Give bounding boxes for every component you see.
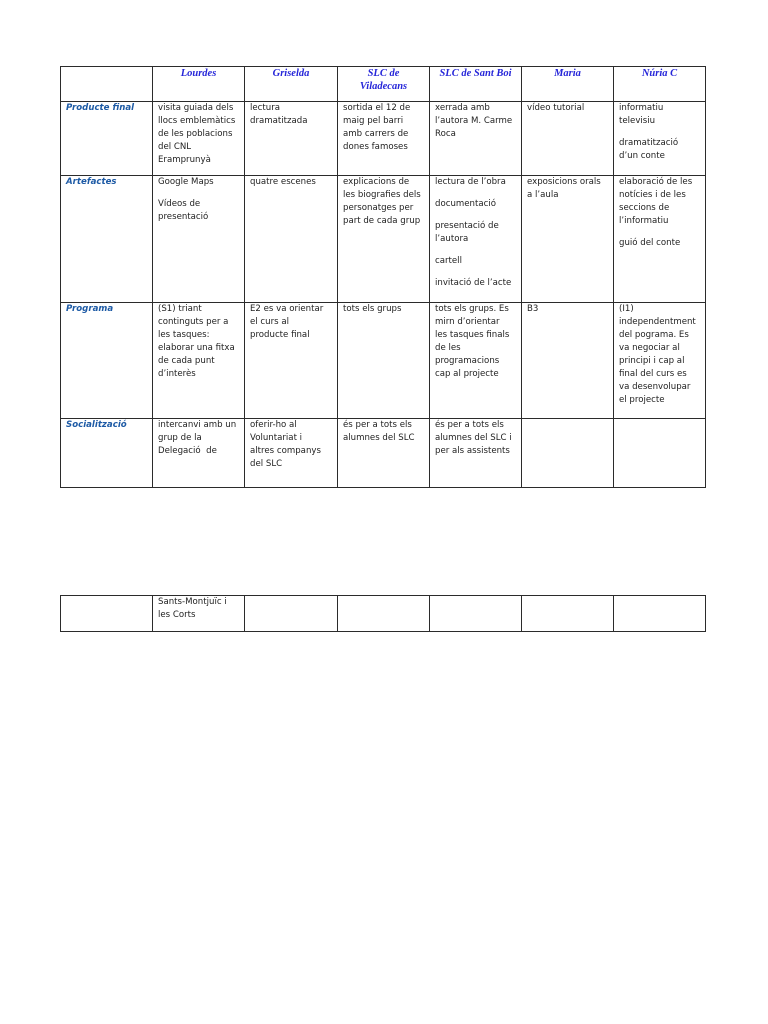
cell-artefactes-slc-viladecans — [338, 176, 430, 303]
cell-artefactes-nuria-c — [614, 176, 706, 303]
cell-text: és per a tots els alumnes del SLC i per als assistents — [435, 420, 512, 456]
cell-artefactes-slc-sant-boi — [430, 176, 522, 303]
cell-producte-final-slc-sant-boi — [430, 102, 522, 176]
cell-text: presentació de l’autora — [435, 221, 499, 244]
cell-programa-nuria-c — [614, 303, 706, 419]
column-header-lourdes — [153, 67, 245, 102]
cell-text: exposicions orals a l’aula — [527, 177, 601, 200]
cell-text: lectura dramatitzada — [250, 103, 308, 126]
cell-socialitzacio-slc-sant-boi — [430, 419, 522, 488]
cell-artefactes-griselda — [245, 176, 338, 303]
cell-text: sortida el 12 de maig pel barri amb carrers de dones famoses — [343, 103, 411, 152]
cell-text: visita guiada dels llocs emblemàtics de les poblacions del CNL Eramprunyà — [158, 103, 236, 165]
cell-text: és per a tots els alumnes del SLC — [343, 420, 415, 443]
cell-text: explicacions de les biografies dels personatges per part de cada grup — [343, 177, 421, 226]
main-table — [60, 66, 706, 488]
cell-text: documentació — [435, 199, 496, 209]
row-label-socialitzacio — [61, 419, 153, 488]
cell-programa-griselda — [245, 303, 338, 419]
corner-cell — [61, 67, 153, 102]
cell-text: tots els grups — [343, 304, 402, 314]
cell-text: tots els grups. Es mirn d’orientar les tasques finals de les programacions cap al projecte — [435, 304, 510, 379]
cell-text: quatre escenes — [250, 177, 316, 187]
cell-text: Vídeos de presentació — [158, 199, 209, 222]
column-header-nuria-c — [614, 67, 706, 102]
cell-continuation-maria — [522, 596, 614, 632]
table-row — [61, 419, 706, 488]
cell-text: dramatització d’un conte — [619, 138, 679, 161]
cell-text: guió del conte — [619, 238, 681, 248]
cell-programa-slc-viladecans — [338, 303, 430, 419]
cell-producte-final-slc-viladecans — [338, 102, 430, 176]
cell-text: Sants-Montjuïc i les Corts — [158, 597, 227, 620]
row-label-text: Producte final — [66, 103, 135, 113]
column-header-maria — [522, 67, 614, 102]
row-label-text: Socialització — [66, 420, 127, 430]
cell-text: informatiu televisiu — [619, 103, 664, 126]
cell-continuation-nuria-c — [614, 596, 706, 632]
cell-continuation-slc-viladecans — [338, 596, 430, 632]
column-header-text: Lourdes — [180, 68, 217, 79]
cell-text: cartell — [435, 256, 462, 266]
cell-text: E2 es va orientar el curs al producte final — [250, 304, 324, 340]
column-header-griselda — [245, 67, 338, 102]
cell-programa-maria — [522, 303, 614, 419]
table-row — [61, 303, 706, 419]
column-header-text: Núria C — [641, 68, 678, 79]
header-row — [61, 67, 706, 102]
column-header-slc-viladecans — [338, 67, 430, 102]
cell-continuation-lourdes — [153, 596, 245, 632]
cell-text: elaboració de les notícies i de les seccions de l’informatiu — [619, 177, 693, 226]
column-header-text: Maria — [554, 68, 581, 79]
cell-programa-slc-sant-boi — [430, 303, 522, 419]
cell-producte-final-griselda — [245, 102, 338, 176]
table-row — [61, 596, 706, 632]
column-header-slc-sant-boi — [430, 67, 522, 102]
cell-text: (S1) triant continguts per a les tasques: elaborar una fitxa de cada punt d’interès — [158, 304, 235, 379]
row-label-producte-final — [61, 102, 153, 176]
cell-continuation-griselda — [245, 596, 338, 632]
cell-producte-final-maria — [522, 102, 614, 176]
cell-socialitzacio-lourdes — [153, 419, 245, 488]
cell-text: xerrada amb l’autora M. Carme Roca — [435, 103, 513, 139]
cell-text: vídeo tutorial — [527, 103, 585, 113]
cell-text: (I1) independentment del pograma. Es va negociar al principi i cap al final del curs es va desenvolupar el projecte — [619, 304, 696, 405]
continuation-table — [60, 595, 706, 632]
cell-programa-lourdes — [153, 303, 245, 419]
row-label-artefactes — [61, 176, 153, 303]
cell-artefactes-lourdes — [153, 176, 245, 303]
row-label-text: Artefactes — [66, 177, 117, 187]
cell-producte-final-nuria-c — [614, 102, 706, 176]
table-row — [61, 102, 706, 176]
cell-socialitzacio-slc-viladecans — [338, 419, 430, 488]
cell-socialitzacio-nuria-c — [614, 419, 706, 488]
cell-artefactes-maria — [522, 176, 614, 303]
cell-text: B3 — [527, 304, 539, 314]
cell-text: intercanvi amb un grup de la Delegació de — [158, 420, 237, 456]
cell-text: lectura de l’obra — [435, 177, 506, 187]
cell-socialitzacio-maria — [522, 419, 614, 488]
cell-continuation-label — [61, 596, 153, 632]
cell-socialitzacio-griselda — [245, 419, 338, 488]
cell-producte-final-lourdes — [153, 102, 245, 176]
row-label-text: Programa — [66, 304, 114, 314]
row-label-programa — [61, 303, 153, 419]
cell-text: oferir-ho al Voluntariat i altres companys del SLC — [250, 420, 321, 469]
column-header-text: SLC de Sant Boi — [439, 68, 512, 79]
column-header-text: Griselda — [272, 68, 310, 79]
cell-text: Google Maps — [158, 177, 214, 187]
table-row — [61, 176, 706, 303]
column-header-text: SLC de Viladecans — [359, 68, 408, 92]
cell-continuation-slc-sant-boi — [430, 596, 522, 632]
cell-text: invitació de l’acte — [435, 278, 512, 288]
